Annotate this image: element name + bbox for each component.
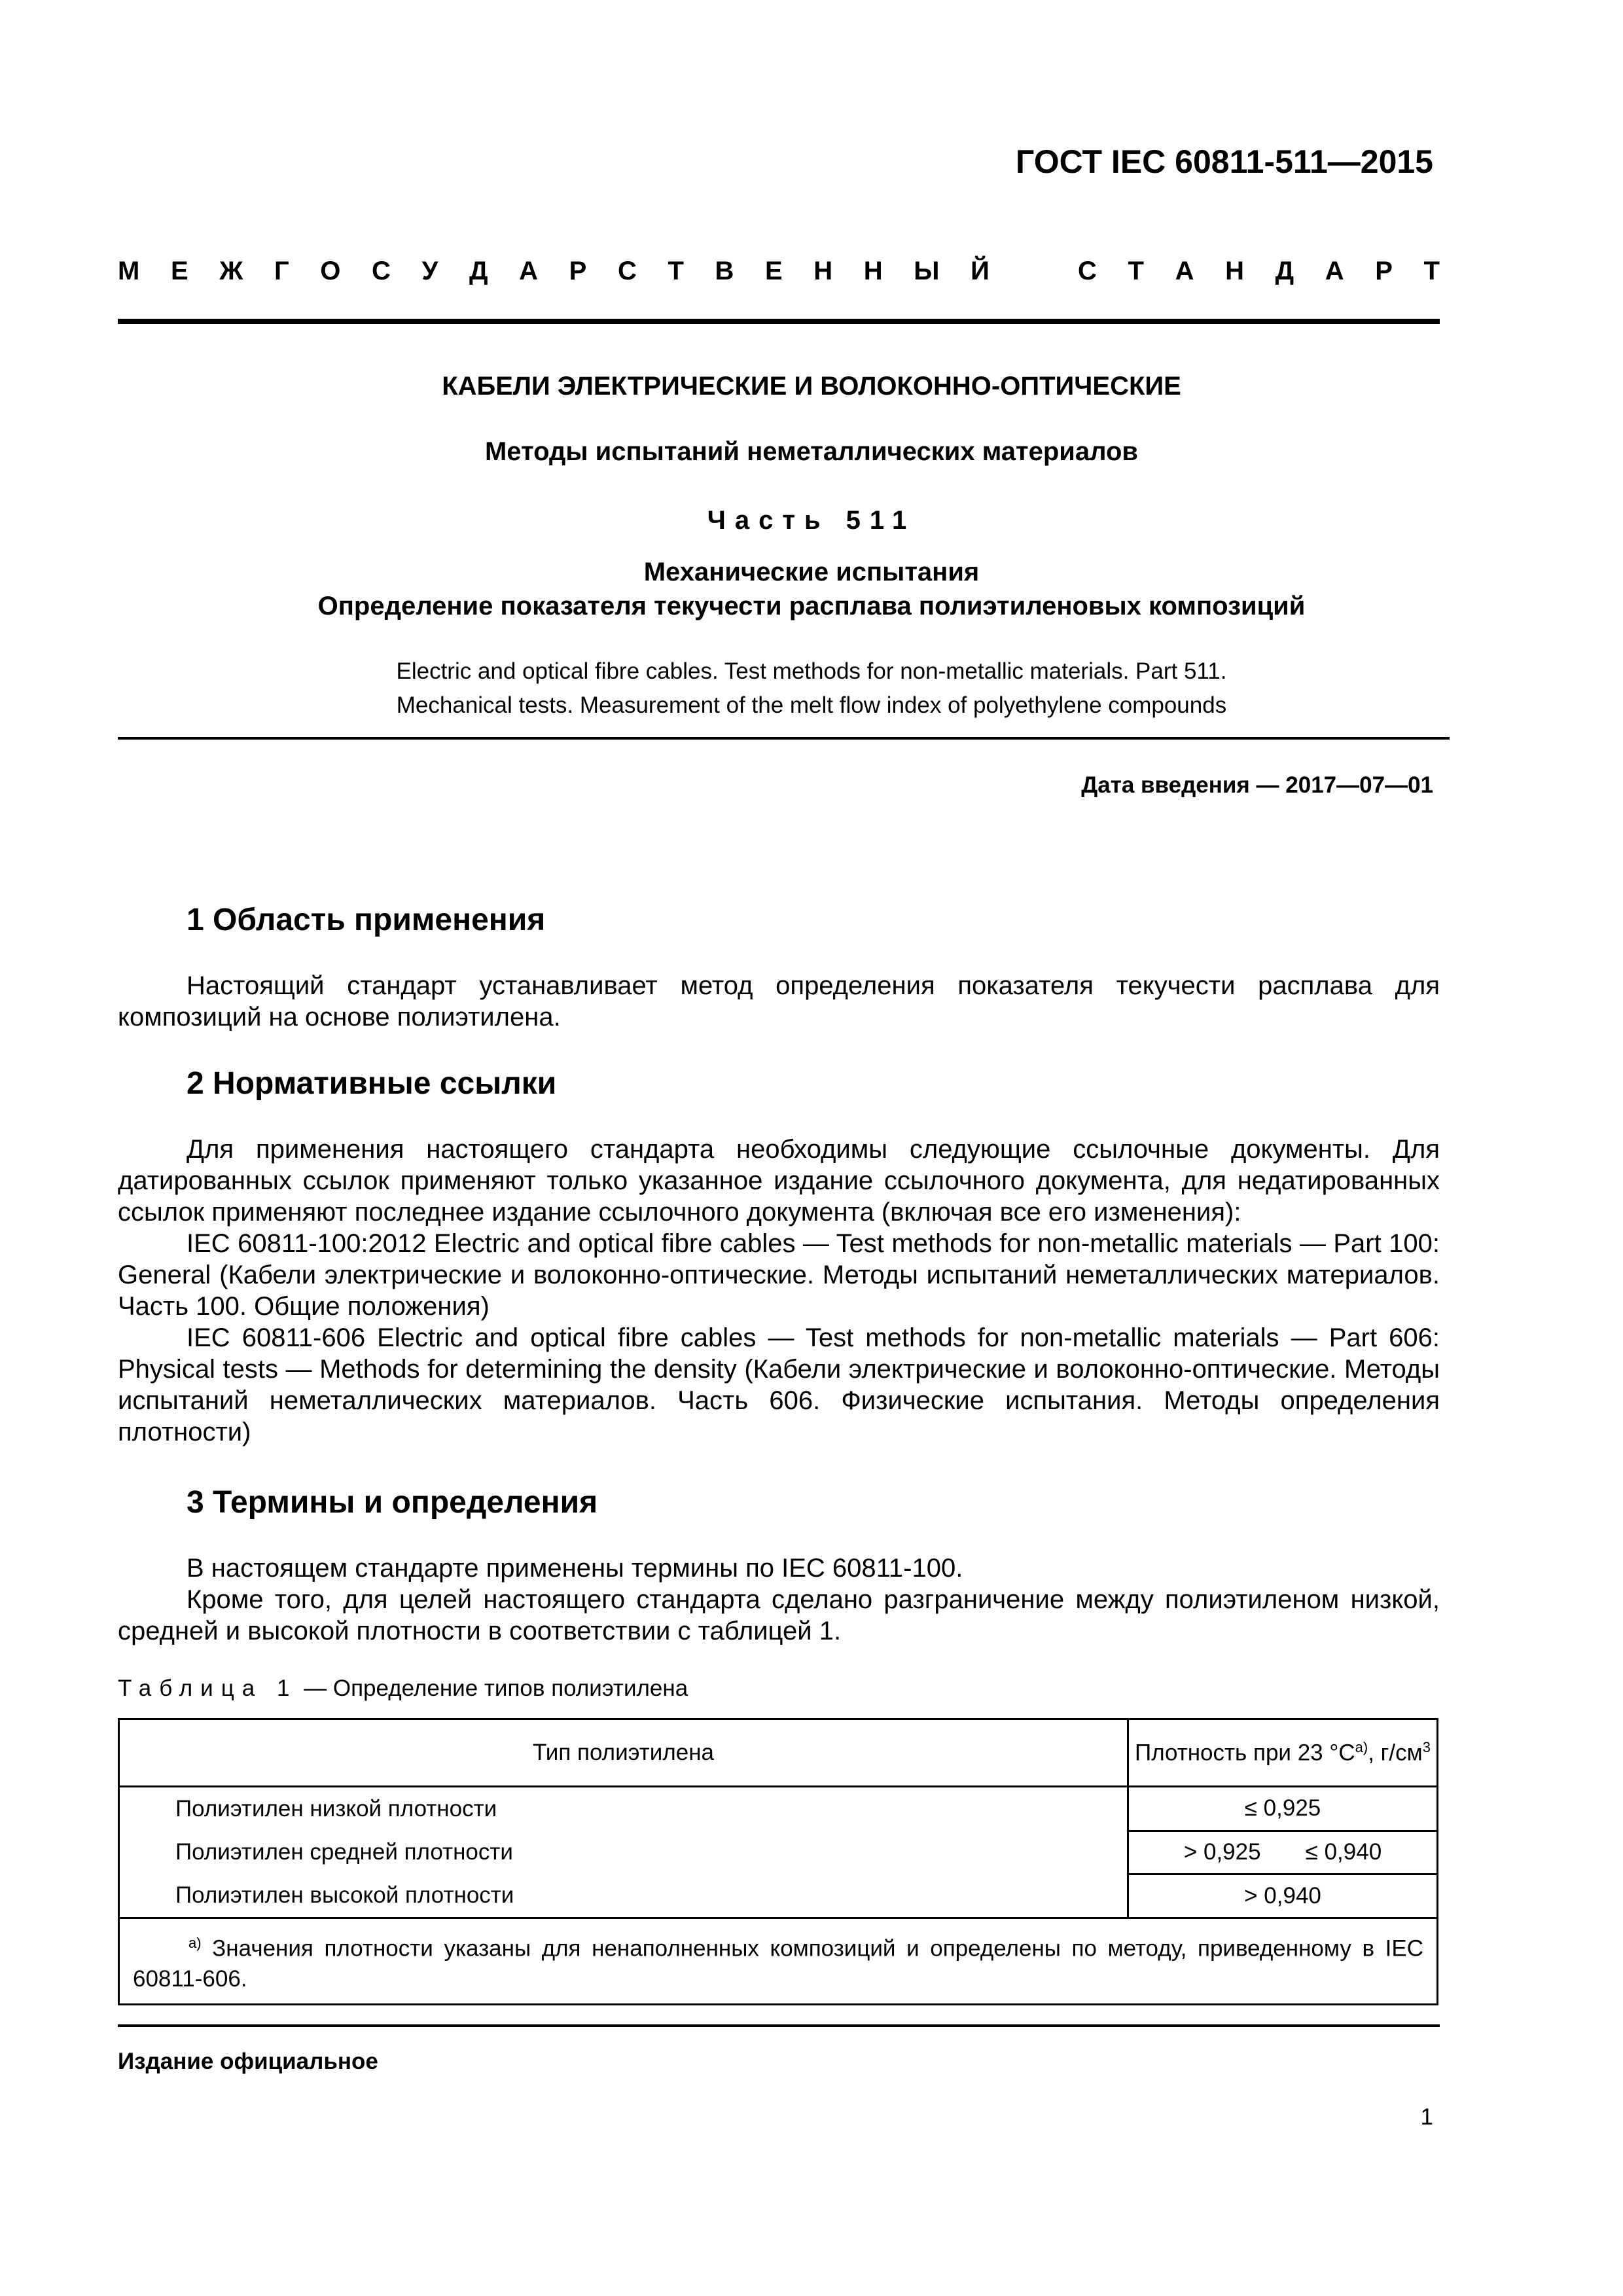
table-footnote-row: [119, 1918, 1438, 2005]
banner-letter: В: [715, 257, 734, 285]
banner-letter: А: [519, 257, 539, 285]
table-cell-type: Полиэтилен высокой плотности: [119, 1874, 1128, 1918]
banner-letter: С: [617, 257, 637, 285]
part-title: [0, 555, 1623, 623]
table-cell-type: Полиэтилен низкой плотности: [119, 1787, 1128, 1831]
column-header-density-text: Плотность при 23 °С: [1135, 1740, 1355, 1766]
column-header-density-footnote-mark: a): [1355, 1739, 1368, 1756]
table-footnote-mark: a): [188, 1935, 202, 1951]
banner-gap: [1020, 257, 1046, 286]
table-header-row: [119, 1719, 1438, 1787]
table-row: [119, 1831, 1438, 1874]
footer-rule: [118, 2024, 1440, 2027]
table-cell-density: > 0,925 ≤ 0,940: [1128, 1831, 1438, 1874]
table-footnote: [119, 1918, 1438, 2005]
banner-letter: Е: [764, 257, 783, 285]
table-cell-density: > 0,940: [1128, 1874, 1438, 1918]
table-cell-type: Полиэтилен средней плотности: [119, 1831, 1128, 1874]
section-3-heading: 3 Термины и определения: [187, 1485, 598, 1520]
banner-letter: Р: [569, 257, 587, 285]
banner-letter: Ж: [219, 257, 243, 285]
header-rule: [118, 319, 1440, 324]
part-label: Часть 511: [707, 506, 916, 535]
part-title-line-1: Механические испытания: [643, 558, 980, 586]
table-caption-label: Таблица 1: [118, 1676, 298, 1701]
banner-letter: Д: [1275, 257, 1294, 285]
document-number: ГОСТ IEC 60811-511—2015: [1016, 143, 1433, 180]
section-3-paragraph-2: Кроме того, для целей настоящего стандарта сделано разграничение между полиэтиленом низкой, средней и высокой плотности в соответствии с таблицей 1.: [118, 1585, 1440, 1645]
banner-letter: М: [118, 257, 140, 285]
english-title-line-1: Electric and optical fibre cables. Test methods for non-metallic materials. Part 511.: [396, 658, 1227, 684]
banner-letter: С: [1078, 257, 1097, 285]
table-row: [119, 1787, 1438, 1831]
page-number: 1: [1420, 2104, 1433, 2130]
banner-letter: Т: [1128, 257, 1144, 285]
english-title: [0, 655, 1623, 723]
english-title-line-2: Mechanical tests. Measurement of the melt flow index of polyethylene compounds: [396, 692, 1227, 718]
banner-letter: Ы: [914, 257, 940, 285]
section-2-reference-100: IEC 60811-100:2012 Electric and optical fibre cables — Test methods for non-metallic materials — Part 100: General (Кабели электрические и волоконно-оптические. Методы испытаний неметаллических материалов. Часть 100. Общие положения): [118, 1229, 1440, 1321]
section-2-reference-606: IEC 60811-606 Electric and optical fibre cables — Test methods for non-metallic materials — Part 606: Physical tests — Methods for determining the density (Кабели электрические и волоконно-оптические. Методы испытаний неметаллических материалов. Часть 606. Физические испытания. Методы определения плотности): [118, 1323, 1440, 1446]
section-2-paragraph-1: Для применения настоящего стандарта необходимы следующие ссылочные документы. Для датированных ссылок применяют только указанное издание ссылочного документа, для недатированных ссылок применяют последнее издание ссылочного документа (включая все его изменения):: [118, 1135, 1440, 1227]
banner-letter: Д: [469, 257, 488, 285]
banner-letter: Г: [274, 257, 289, 285]
section-1-text: Настоящий стандарт устанавливает метод определения показателя текучести расплава для композиций на основе полиэтилена.: [118, 971, 1440, 1031]
section-1-heading: 1 Область применения: [187, 903, 546, 937]
section-2-heading: 2 Нормативные ссылки: [187, 1066, 557, 1101]
section-3-body: [118, 1552, 1440, 1647]
banner-letter: Т: [1423, 257, 1440, 285]
part-title-line-2: Определение показателя текучести расплава полиэтиленовых композиций: [317, 592, 1306, 620]
banner-letter: О: [320, 257, 341, 285]
column-header-density-unit-exponent: 3: [1422, 1739, 1431, 1756]
standard-subtitle: Методы испытаний неметаллических материалов: [484, 437, 1139, 466]
standard-title: КАБЕЛИ ЭЛЕКТРИЧЕСКИЕ И ВОЛОКОННО-ОПТИЧЕСКИЕ: [442, 372, 1181, 401]
title-rule: [118, 737, 1450, 740]
banner-letter: А: [1325, 257, 1344, 285]
banner-letter: Й: [971, 257, 990, 285]
official-edition-label: Издание официальное: [118, 2049, 378, 2074]
banner-letter: Е: [170, 257, 188, 285]
table-caption-text: — Определение типов полиэтилена: [297, 1676, 688, 1701]
banner-letter: Н: [1225, 257, 1244, 285]
introduction-date: Дата введения — 2017—07—01: [1081, 772, 1433, 798]
banner-letter: Р: [1375, 257, 1393, 285]
table-footnote-text: Значения плотности указаны для ненаполненных композиций и определены по методу, приведенному в IEC 60811-606.: [133, 1935, 1423, 1992]
banner-letter: Н: [863, 257, 883, 285]
banner-letter: А: [1175, 257, 1194, 285]
banner-letter: У: [421, 257, 438, 285]
column-header-type: Тип полиэтилена: [119, 1719, 1128, 1787]
banner-letter: Т: [668, 257, 684, 285]
column-header-density: [1128, 1719, 1438, 1787]
section-3-paragraph-1: В настоящем стандарте применены термины по IEC 60811-100.: [187, 1554, 963, 1583]
table-cell-density: ≤ 0,925: [1128, 1787, 1438, 1831]
table-row: [119, 1874, 1438, 1918]
banner-letter: Н: [813, 257, 833, 285]
polyethylene-types-table: [118, 1718, 1438, 2005]
table-caption: [118, 1676, 688, 1702]
column-header-density-unit: , г/см: [1368, 1740, 1423, 1766]
section-2-body: [118, 1134, 1440, 1448]
banner-letter: С: [372, 257, 391, 285]
interstate-standard-banner: [118, 257, 1440, 286]
